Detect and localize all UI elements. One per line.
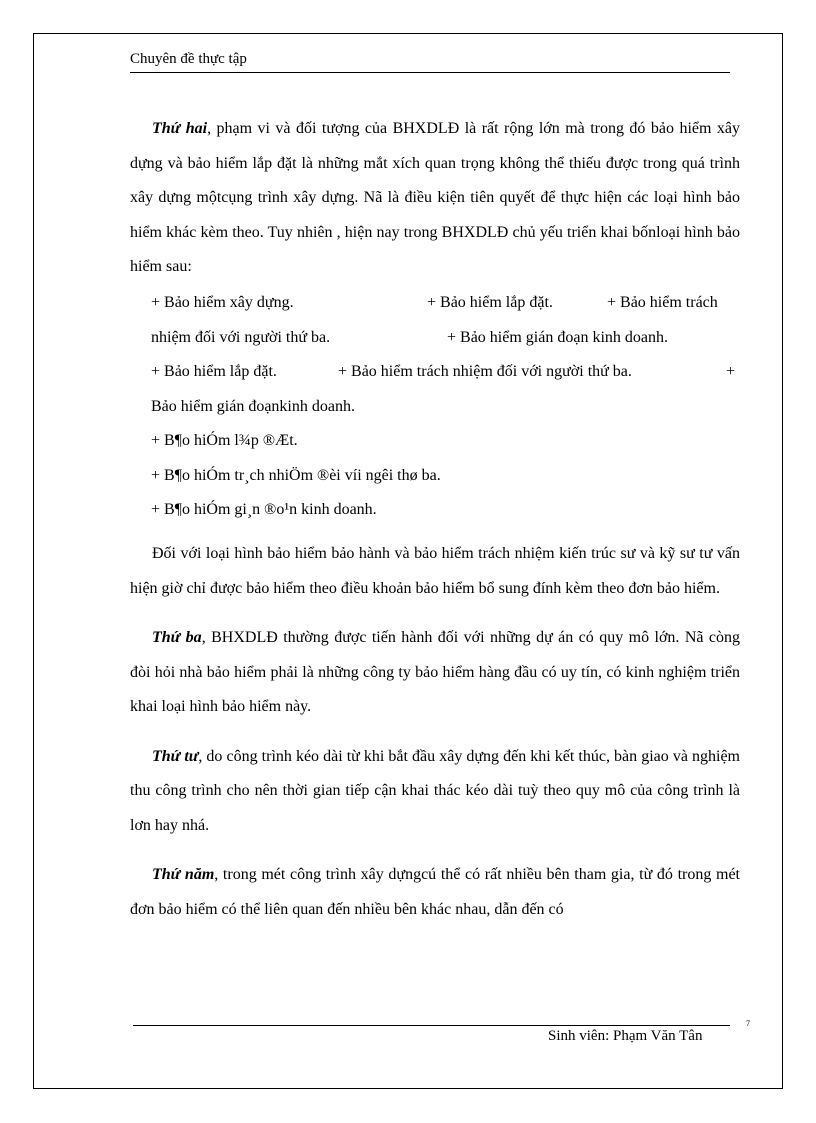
header-title: Chuyên đề thực tập [130,51,247,67]
list-item: + Bảo hiểm gián đoạn kinh doanh. [447,328,668,346]
paragraph-lead: Thứ hai [152,120,208,137]
list-item: + Bảo hiểm trách [607,294,718,311]
list-line [151,355,741,390]
document-body-continued [130,537,740,927]
list-item: + Bảo hiểm lắp đặt. [151,363,277,380]
list-item: + B¶o hiÓm l¾p ®Æt. [151,432,298,449]
paragraph-text: , do công trình kéo dài từ khi bắt đầu xây dựng đến khi kết thúc, bàn giao và nghiệm thu công trình cho nên thời gian tiếp cận khai thác kéo dài tuỳ theo quy mô của công trình là lơn hay nhá. [130,747,740,834]
paragraph-text: , BHXDLĐ thường được tiến hành đối với những dự án có quy mô lớn. Nã còng đòi hỏi nhà bảo hiểm phải là những công ty bảo hiểm hàng đầu có uy tín, có kinh nghiệm triển khai loại hình bảo hiểm này. [130,629,741,715]
insurance-type-list [151,286,741,528]
paragraph-thu-nam [130,858,740,927]
list-item: + Bảo hiểm lắp đặt. [427,294,553,311]
paragraph-lead: Thứ năm [152,866,215,883]
paragraph-bao-hanh: Đối với loại hình bảo hiểm bảo hành và bảo hiểm trách nhiệm kiến trúc sư và kỹ sư tư vấn hiện giờ chỉ được bảo hiểm theo điều khoản bảo hiểm bổ sung đính kèm theo đơn bảo hiểm. [130,545,740,597]
list-line [151,424,741,459]
page-number: 7 [746,1019,750,1028]
header-rule [130,72,730,73]
document-body [130,112,740,285]
list-line [151,321,741,356]
list-line [151,493,741,528]
list-line [151,390,741,425]
paragraph-thu-tu [130,740,740,844]
list-item: Bảo hiểm gián đoạnkinh doanh. [151,397,355,415]
list-item: + [726,363,736,380]
paragraph-text: , phạm vi và đối tượng của BHXDLĐ là rất rộng lớn mà trong đó bảo hiểm xây dựng và bảo hiểm lắp đặt là những mắt xích quan trọng không thể thiếu được trong quá trình xây dựng mộtcụng trình xây dựng. Nã là điều kiện tiên quyết để thực hiện các loại hình bảo hiểm khác kèm theo. Tuy nhiên , hiện nay trong BHXDLĐ chủ yếu triển khai bốnloại hình bảo hiểm sau: [130,120,740,275]
paragraph-lead: Thứ ba [152,629,202,646]
paragraph-thu-ba [130,621,740,725]
list-line [151,286,741,321]
list-item: + B¶o hiÓm tr¸ch nhiÖm ®èi víi ngêi thø ba. [151,466,441,484]
paragraph-thu-hai [130,112,740,285]
footer-rule [133,1025,730,1026]
paragraph-text: , trong mét công trình xây dựngcú thể có rất nhiều bên tham gia, từ đó trong mét đơn bảo hiểm có thể liên quan đến nhiều bên khác nhau, dẫn đến có [130,866,740,918]
list-item: + Bảo hiểm trách nhiệm đối với người thứ ba. [338,363,632,380]
paragraph-lead: Thứ tư [152,747,199,765]
list-item: + B¶o hiÓm gi¸n ®o¹n kinh doanh. [151,501,377,518]
list-item: nhiệm đối với người thứ ba. [151,328,331,346]
list-item: + Bảo hiểm xây dựng. [151,294,294,311]
list-line [151,459,741,494]
footer-student-name: Sinh viên: Phạm Văn Tân [548,1028,703,1044]
